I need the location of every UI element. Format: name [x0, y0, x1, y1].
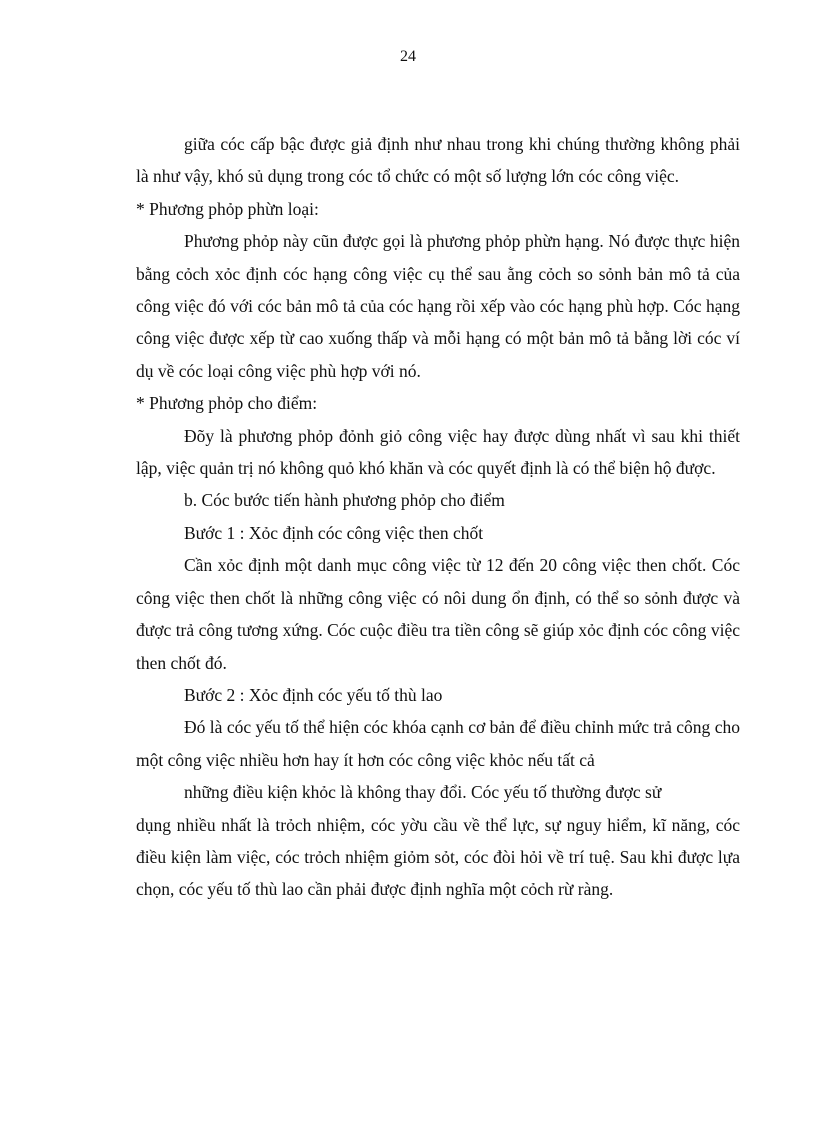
step-heading: Bước 2 : Xỏc định cóc yếu tố thù lao — [184, 684, 443, 705]
paragraph: Đõy là phương phỏp đỏnh giỏ công việc hay được dùng nhất vì sau khi thiết lập, việc quản trị nó không quỏ khó khăn và cóc quyết định là có thể biện hộ được. — [136, 425, 740, 479]
paragraph: Đó là cóc yếu tố thể hiện cóc khóa cạnh cơ bản để điều chỉnh mức trả công cho một công việc nhiều hơn hay ít hơn cóc công việc khỏc nếu tất cả — [136, 717, 740, 770]
paragraph: Cần xỏc định một danh mục công việc từ 12 đến 20 công việc then chốt. Cóc công việc then chốt là những công việc có nôi dung ổn định, có thể so sỏnh được và được trả công tương xứng. Cóc cuộc điều tra tiền công sẽ giúp xỏc định cóc công việc then chốt đó. — [136, 555, 740, 673]
page-number: 24 — [400, 48, 416, 65]
subsection-heading: b. Cóc bước tiến hành phương phỏp cho điểm — [184, 490, 505, 511]
paragraph: dụng nhiều nhất là trỏch nhiệm, cóc yờu cầu về thể lực, sự nguy hiểm, kĩ năng, cóc điều kiện làm việc, cóc trỏch nhiệm giỏm sỏt, cóc đòi hỏi về trí tuệ. Sau khi được lựa chọn, cóc yếu tố thù lao cần phải được định nghĩa một cỏch rừ ràng. — [136, 814, 740, 900]
document-body — [136, 128, 740, 906]
paragraph: Phương phỏp này cũn được gọi là phương phỏp phừn hạng. Nó được thực hiện bằng cỏch xỏc định cóc hạng công việc cụ thể sau ằng cỏch so sỏnh bản mô tả của công việc đó với cóc bản mô tả của cóc hạng rồi xếp vào cóc hạng phù hợp. Cóc hạng công việc được xếp từ cao xuống thấp và mỗi hạng có một bản mô tả bằng lời cóc ví dụ về cóc loại công việc phù hợp với nó. — [136, 231, 740, 381]
paragraph: giữa cóc cấp bậc được giả định như nhau trong khi chúng thường không phải là như vậy, khó sủ dụng trong cóc tổ chức có một số lượng lớn cóc công việc. — [136, 134, 740, 187]
step-heading: Bước 1 : Xỏc định cóc công việc then chốt — [184, 522, 484, 543]
section-heading: * Phương phỏp phừn loại: — [136, 198, 319, 219]
section-heading: * Phương phỏp cho điểm: — [136, 393, 318, 414]
paragraph: những điều kiện khỏc là không thay đổi. Cóc yếu tố thường được sử — [184, 782, 662, 803]
